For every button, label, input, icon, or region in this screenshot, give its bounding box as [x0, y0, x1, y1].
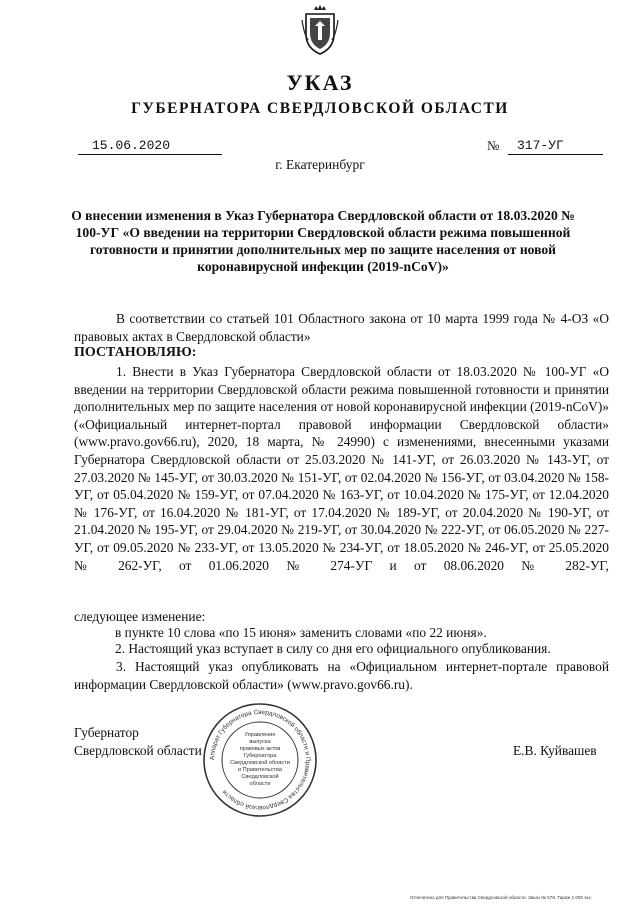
number-sign: № — [487, 138, 500, 153]
svg-text:Аппарат Губернатора Свердловск: Аппарат Губернатора Свердловской области и Правительства Свердловской области — [208, 708, 312, 812]
item-1-paragraph: 1. Внести в Указ Губернатора Свердловской области от 18.03.2020 № 100-УГ «О введении на территории Свердловской области режима повышенной готовности и принятии дополнительных мер по защите населения от новой коронавирусной инфекции (2019-nCoV)» («Официальный интернет-портал правовой информации Свердловской области» (www.pravo.gov66.ru), 2020, 18 марта, № 24990) с изменениями, внесенными указами Губернатора Свердловской области от 25.03.2020 № 141-УГ, от 26.03.2020 № 143-УГ, от 27.03.2020 № 145-УГ, от 30.03.2020 № 151-УГ, от 02.04.2020 № 156-УГ, от 03.04.2020 № 158-УГ, от 05.04.2020 № 159-УГ, от 07.04.2020 № 163-УГ, от 10.04.2020 № 175-УГ, от 12.04.2020 № 176-УГ, от 16.04.2020 № 181-УГ, от 17.04.2020 № 189-УГ, от 20.04.2020 № 190-УГ, от 21.04.2020 № 195-УГ, от 29.04.2020 № 219-УГ, от 30.04.2020 № 222-УГ, от 06.05.2020 № 227-УГ, от 09.05.2020 № 233-УГ, от 13.05.2020 № 234-УГ, от 18.05.2020 № 246-УГ, от 25.05.2020 № 262-УГ, от 01.06.2020 № 274-УГ и от 08.06.2020 № 282-УГ, — [74, 364, 609, 573]
decree-heading: О внесении изменения в Указ Губернатора Свердловской области от 18.03.2020 № 100-УГ «О введении на территории Свердловской области режима повышенной готовности и принятии дополнительных мер по защите населения от новой коронавирусной инфекции (2019-nCoV)» — [71, 208, 575, 274]
svg-text:Свердловской области: Свердловской области — [230, 760, 290, 766]
number-underline — [508, 154, 603, 155]
svg-text:Свердловской: Свердловской — [241, 774, 279, 780]
svg-text:Губернатора: Губернатора — [243, 753, 277, 759]
change-paragraph: в пункте 10 слова «по 15 июня» заменить словами «по 22 июня». — [115, 625, 487, 640]
svg-text:области: области — [249, 781, 271, 787]
decree-number: 317-УГ — [517, 138, 564, 153]
decree-keyword: ПОСТАНОВЛЯЮ: — [74, 345, 197, 360]
city: г. Екатеринбург — [275, 157, 365, 172]
signatory-name: Е.В. Куйвашев — [513, 743, 597, 758]
svg-text:Управление: Управление — [244, 732, 276, 738]
coat-of-arms-emblem — [300, 4, 340, 56]
decree-date: 15.06.2020 — [92, 138, 171, 153]
intro-paragraph: В соответствии со статьей 101 Областного закона от 10 марта 1999 года № 4-ОЗ «О правовых актах в Свердловской области» — [74, 311, 609, 344]
svg-text:выпуска: выпуска — [249, 739, 271, 745]
official-stamp — [200, 700, 320, 820]
date-underline — [78, 154, 222, 155]
signatory-position-line2: Свердловской области — [74, 743, 202, 758]
item-1-ending: следующее изменение: — [74, 609, 206, 624]
item-2-paragraph: 2. Настоящий указ вступает в силу со дня его официального опубликования. — [115, 641, 551, 656]
item-3-paragraph: 3. Настоящий указ опубликовать на «Официальном интернет-портале правовой информации Свердловской области» (www.pravo.gov66.ru). — [74, 659, 609, 692]
document-subtitle: ГУБЕРНАТОРА СВЕРДЛОВСКОЙ ОБЛАСТИ — [131, 100, 509, 117]
svg-text:и Правительства: и Правительства — [238, 767, 282, 773]
print-footer: Отпечатано для Правительства Свердловской области. Заказ № 578. Тираж 1 000 экз. — [410, 895, 592, 900]
svg-text:правовых актов: правовых актов — [239, 746, 281, 752]
signatory-position-line1: Губернатор — [74, 725, 139, 740]
document-title: УКАЗ — [286, 70, 354, 95]
